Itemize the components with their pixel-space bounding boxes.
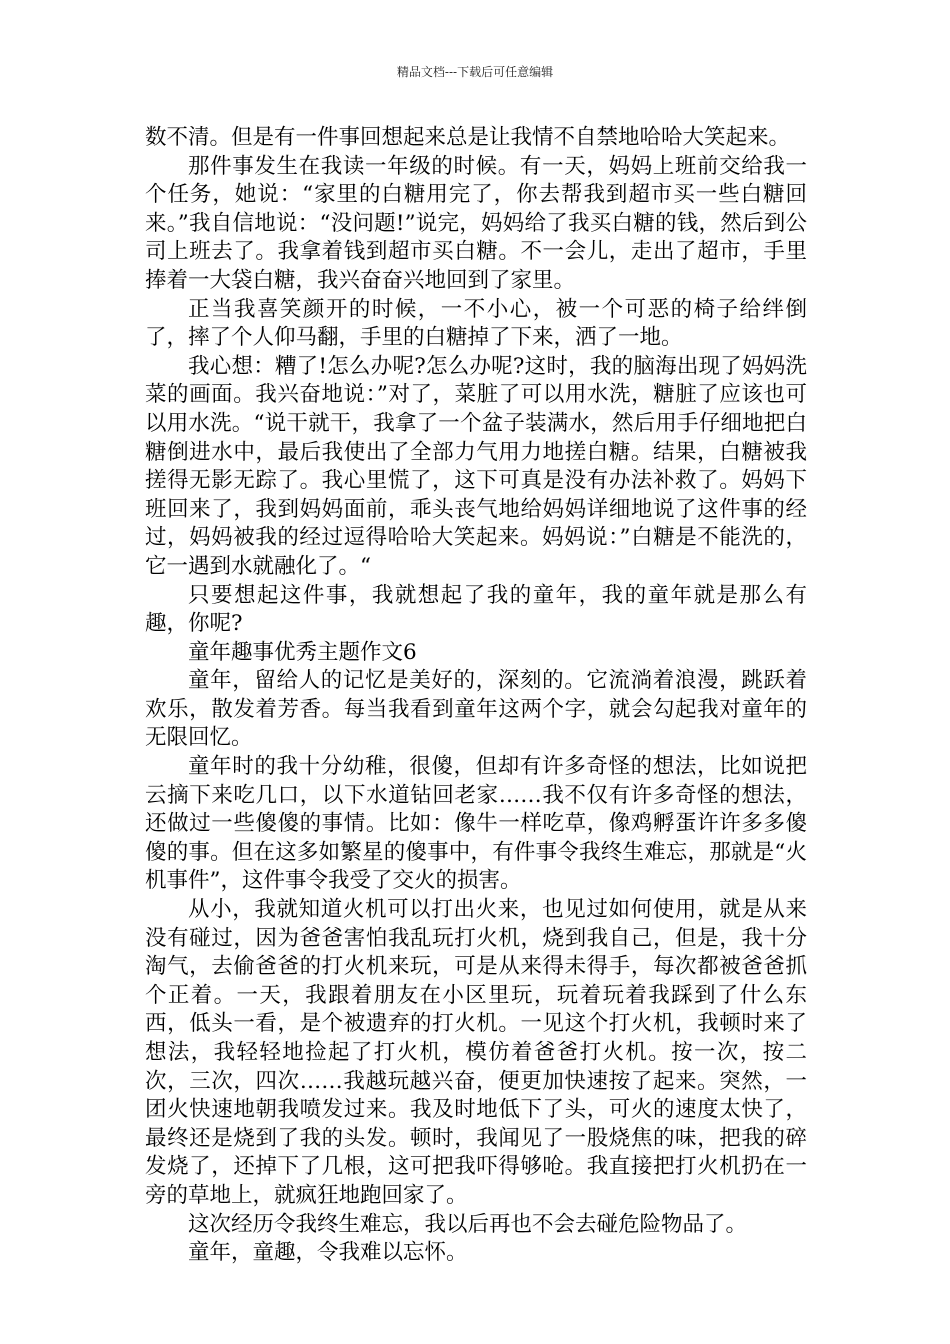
section-title: 童年趣事优秀主题作文6 xyxy=(188,639,417,665)
paragraph: 那件事发生在我读一年级的时候。有一天，妈妈上班前交给我一个任务，她说：“家里的白糖用完了，你去帮我到超市买一些白糖回来。”我自信地说：“没问题!”说完，妈妈给了我买白糖的钱，然后到公司上班去了。我拿着钱到超市买白糖。不一会儿，走出了超市，手里捧着一大袋白糖，我兴奋奋兴地回到了家里。 xyxy=(145,153,807,293)
paragraph: 童年，留给人的记忆是美好的，深刻的。它流淌着浪漫，跳跃着欢乐，散发着芳香。每当我看到童年这两个字，就会勾起我对童年的无限回忆。 xyxy=(145,668,807,751)
paragraph: 这次经历令我终生难忘，我以后再也不会去碰危险物品了。 xyxy=(188,1211,748,1237)
paragraph: 正当我喜笑颜开的时候，一不小心，被一个可恶的椅子给绊倒了，摔了个人仰马翻，手里的白糖掉了下来，洒了一地。 xyxy=(145,296,807,351)
document-body xyxy=(145,124,807,1268)
paragraph: 童年，童趣，令我难以忘怀。 xyxy=(188,1240,468,1266)
paragraph: 从小，我就知道火机可以打出火来，也见过如何使用，就是从来没有碰过，因为爸爸害怕我乱玩打火机，烧到我自己，但是，我十分淘气，去偷爸爸的打火机来玩，可是从来得未得手，每次都被爸爸抓个正着。一天，我跟着朋友在小区里玩，玩着玩着我踩到了什么东西，低头一看，是个被遗弃的打火机。一见这个打火机，我顿时来了想法，我轻轻地捡起了打火机，模仿着爸爸打火机。按一次，按二次，三次，四次……我越玩越兴奋，便更加快速按了起来。突然，一团火快速地朝我喷发过来。我及时地低下了头，可火的速度太快了，最终还是烧到了我的头发。顿时，我闻见了一股烧焦的味，把我的碎发烧了，还掉下了几根，这可把我吓得够呛。我直接把打火机扔在一旁的草地上，就疯狂地跑回家了。 xyxy=(145,897,807,1208)
paragraph: 只要想起这件事，我就想起了我的童年，我的童年就是那么有趣，你呢? xyxy=(145,582,807,637)
page-header: 精品文档---下载后可任意编辑 xyxy=(396,65,554,79)
paragraph: 数不清。但是有一件事回想起来总是让我情不自禁地哈哈大笑起来。 xyxy=(145,125,791,150)
paragraph: 童年时的我十分幼稚，很傻，但却有许多奇怪的想法，比如说把云摘下来吃几口，以下水道钻回老家……我不仅有许多奇怪的想法，还做过一些傻傻的事情。比如：像牛一样吃草，像鸡孵蛋许许多多傻傻的事。但在这多如繁星的傻事中，有件事令我终生难忘，那就是“火机事件”，这件事令我受了交火的损害。 xyxy=(145,754,807,894)
paragraph: 我心想：糟了!怎么办呢?怎么办呢?这时，我的脑海出现了妈妈洗菜的画面。我兴奋地说：”对了，菜脏了可以用水洗，糖脏了应该也可以用水洗。“说干就干，我拿了一个盆子装满水，然后用手仔细地把白糖倒进水中，最后我使出了全部力气用力地搓白糖。结果，白糖被我搓得无影无踪了。我心里慌了，这下可真是没有办法补救了。妈妈下班回来了，我到妈妈面前，乖头丧气地给妈妈详细地说了这件事的经过，妈妈被我的经过逗得哈哈大笑起来。妈妈说：”白糖是不能洗的，它一遇到水就融化了。“ xyxy=(145,353,807,579)
